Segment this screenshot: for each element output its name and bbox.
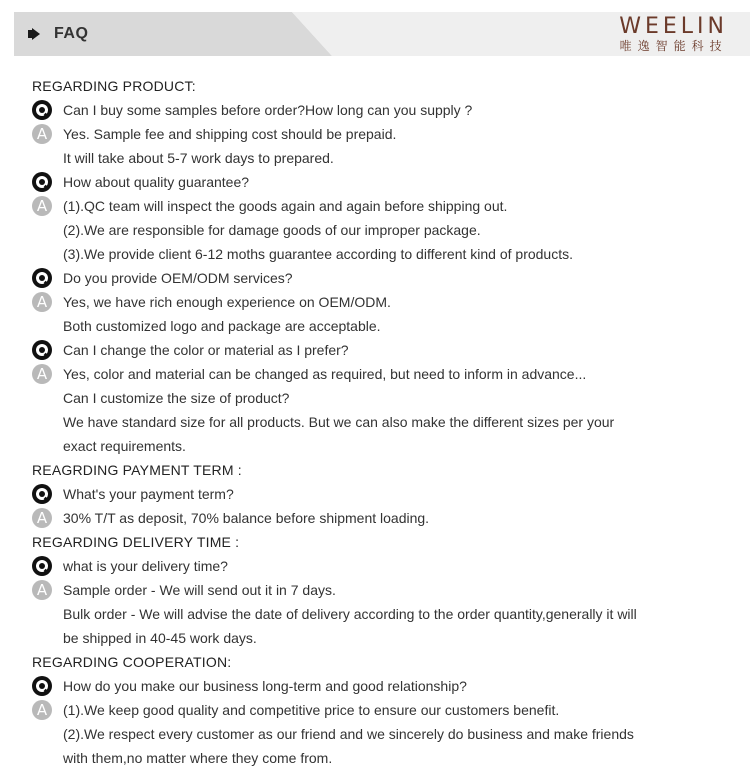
a-badge-icon: A xyxy=(32,124,52,144)
faq-answer-continued xyxy=(32,626,732,650)
faq-line-text: what is your delivery time? xyxy=(63,558,228,574)
faq-line-text: Yes, we have rich enough experience on OEM/ODM. xyxy=(63,294,391,310)
faq-content xyxy=(32,74,732,770)
faq-line-text: Can I change the color or material as I prefer? xyxy=(63,342,349,358)
section-title: REGARDING PRODUCT: xyxy=(32,78,196,94)
faq-line-text: Can I buy some samples before order?How long can you supply ? xyxy=(63,102,473,118)
faq-answer xyxy=(32,506,732,530)
faq-answer-continued xyxy=(32,146,732,170)
faq-question xyxy=(32,98,732,122)
section-title: REGARDING COOPERATION: xyxy=(32,654,232,670)
faq-line-text: be shipped in 40-45 work days. xyxy=(63,630,257,646)
faq-line-text: What's your payment term? xyxy=(63,486,234,502)
a-badge-icon: A xyxy=(32,364,52,384)
brand-logo xyxy=(619,16,728,54)
faq-line-text: Sample order - We will send out it in 7 days. xyxy=(63,582,336,598)
faq-line-text: (2).We respect every customer as our friend and we sincerely do business and make friends xyxy=(63,726,634,742)
q-badge-icon xyxy=(32,676,52,696)
a-badge-icon: A xyxy=(32,196,52,216)
section-title: REGARDING DELIVERY TIME : xyxy=(32,534,240,550)
faq-question xyxy=(32,674,732,698)
faq-line-text: with them,no matter where they come from. xyxy=(63,750,333,766)
faq-answer xyxy=(32,122,732,146)
faq-question xyxy=(32,170,732,194)
section-title: REAGRDING PAYMENT TERM : xyxy=(32,462,242,478)
q-badge-icon xyxy=(32,172,52,192)
faq-answer-continued xyxy=(32,602,732,626)
faq-answer-continued xyxy=(32,410,732,434)
faq-answer xyxy=(32,578,732,602)
page-title: FAQ xyxy=(54,25,89,42)
faq-answer-continued xyxy=(32,722,732,746)
faq-line-text: Yes, color and material can be changed as required, but need to inform in advance... xyxy=(63,366,587,382)
faq-answer-continued xyxy=(32,242,732,266)
faq-answer-continued xyxy=(32,386,732,410)
faq-question xyxy=(32,482,732,506)
a-badge-icon: A xyxy=(32,508,52,528)
faq-line-text: Both customized logo and package are acceptable. xyxy=(63,318,381,334)
faq-answer-continued xyxy=(32,746,732,770)
q-badge-icon xyxy=(32,484,52,504)
faq-answer xyxy=(32,362,732,386)
faq-line-text: How about quality guarantee? xyxy=(63,174,250,190)
faq-question xyxy=(32,266,732,290)
q-badge-icon xyxy=(32,268,52,288)
faq-line-text: exact requirements. xyxy=(63,438,186,454)
faq-answer-continued xyxy=(32,218,732,242)
faq-question xyxy=(32,338,732,362)
a-badge-icon: A xyxy=(32,580,52,600)
q-badge-icon xyxy=(32,340,52,360)
faq-line-text: How do you make our business long-term and good relationship? xyxy=(63,678,467,694)
faq-line-text: Yes. Sample fee and shipping cost should be prepaid. xyxy=(63,126,397,142)
arrow-right-icon xyxy=(32,28,40,40)
faq-answer xyxy=(32,290,732,314)
q-badge-icon xyxy=(32,100,52,120)
faq-line-text: Can I customize the size of product? xyxy=(63,390,290,406)
faq-line-text: (1).We keep good quality and competitive price to ensure our customers benefit. xyxy=(63,702,560,718)
faq-answer xyxy=(32,194,732,218)
faq-line-text: Do you provide OEM/ODM services? xyxy=(63,270,293,286)
faq-answer-continued xyxy=(32,314,732,338)
brand-logo-text: WEELIN xyxy=(619,14,728,39)
brand-chinese-name: 唯逸智能科技 xyxy=(619,39,728,53)
faq-answer-continued xyxy=(32,434,732,458)
faq-header-banner xyxy=(14,12,750,56)
faq-line-text: 30% T/T as deposit, 70% balance before shipment loading. xyxy=(63,510,430,526)
faq-line-text: (2).We are responsible for damage goods of our improper package. xyxy=(63,222,481,238)
a-badge-icon: A xyxy=(32,292,52,312)
faq-line-text: We have standard size for all products. But we can also make the different sizes per your xyxy=(63,414,615,430)
faq-line-text: (3).We provide client 6-12 moths guarantee according to different kind of products. xyxy=(63,246,573,262)
faq-line-text: (1).QC team will inspect the goods again and again before shipping out. xyxy=(63,198,508,214)
faq-line-text: It will take about 5-7 work days to prepared. xyxy=(63,150,334,166)
faq-line-text: Bulk order - We will advise the date of delivery according to the order quantity,generally it will xyxy=(63,606,637,622)
faq-answer xyxy=(32,698,732,722)
a-badge-icon: A xyxy=(32,700,52,720)
q-badge-icon xyxy=(32,556,52,576)
faq-question xyxy=(32,554,732,578)
